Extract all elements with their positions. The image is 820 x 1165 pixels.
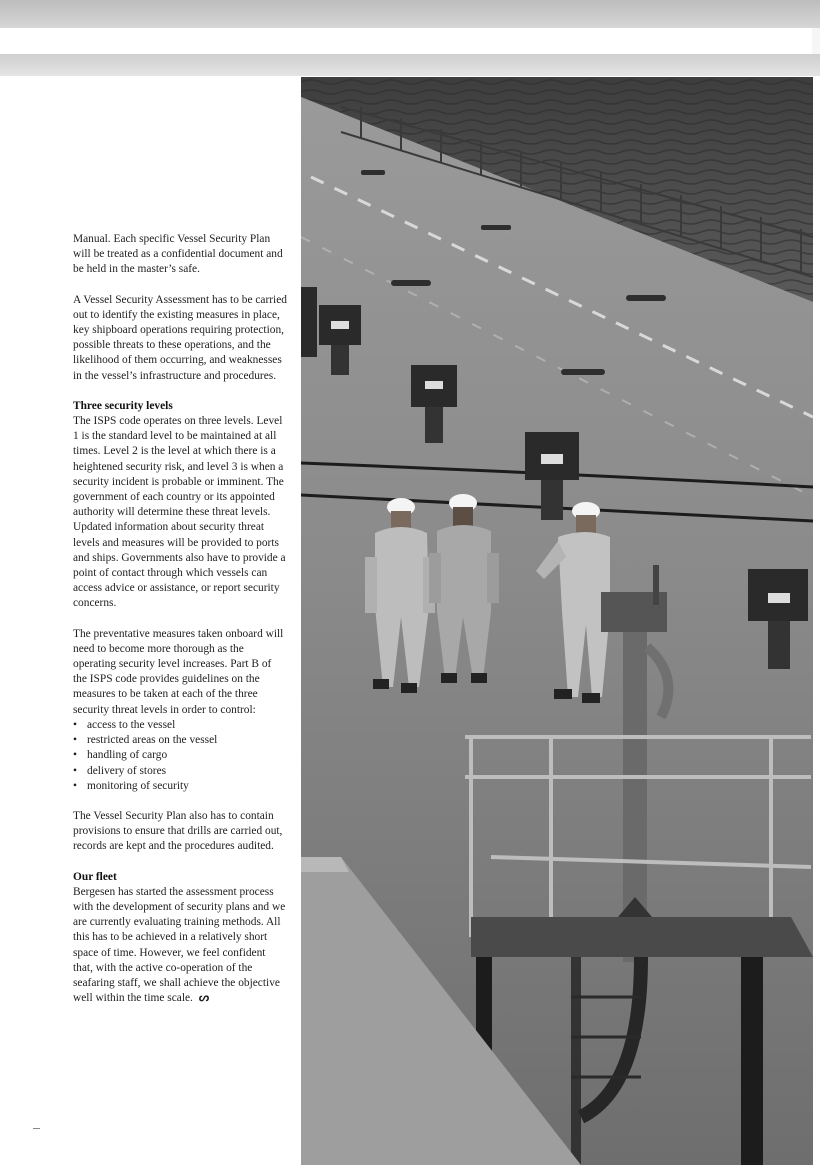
list-item: • restricted areas on the vessel (73, 733, 288, 748)
article-column (73, 232, 288, 1021)
fleet-text: Bergesen has started the assessment process with the development of security plans and we are currently evaluating training methods. All this has to be achieved in a relatively short space of time. However, we feel confident that, with the active co-operation of the seafaring staff, we shall achieve the objective well within the time scale. (73, 885, 286, 1005)
plan-paragraph: The Vessel Security Plan also has to contain provisions to ensure that drills are carried out, records are kept and the procedures audited. (73, 809, 283, 853)
scan-header-band (0, 54, 820, 76)
measures-paragraph: The preventative measures taken onboard will need to become more thorough as the operating security level increases. Part B of the ISPS code provides guidelines on the measures to be taken at each of the three security threat levels in order to control: (73, 627, 284, 716)
end-mark-logo: ᔕ (198, 992, 210, 1005)
deck-photo-illustration (301, 77, 813, 1165)
deck-photo (301, 77, 813, 1165)
levels-heading: Three security levels (73, 399, 173, 412)
fleet-paragraph (73, 885, 288, 1007)
scan-top-band (0, 0, 820, 28)
scan-edge (812, 28, 820, 54)
list-item: • access to the vessel (73, 718, 288, 733)
intro-paragraph: Manual. Each specific Vessel Security Plan will be treated as a confidential document and be held in the master’s safe. (73, 233, 283, 276)
list-item: • handling of cargo (73, 748, 288, 763)
list-item: • monitoring of security (73, 779, 288, 794)
fleet-heading: Our fleet (73, 870, 117, 883)
page-tick (33, 1128, 40, 1129)
assessment-paragraph: A Vessel Security Assessment has to be carried out to identify the existing measures in place, key shipboard operations requiring protection, possible threats to these operations, and the likelihood of them occurring, and weaknesses in the vessel’s infrastructure and procedures. (73, 293, 287, 382)
list-item: • delivery of stores (73, 764, 288, 779)
levels-paragraph: The ISPS code operates on three levels. Level 1 is the standard level to be maintained at all times. Level 2 is the level at which there is a heightened security risk, and level 3 is when a security incident is probable or imminent. The government of each country or its appointed authority will determine these threat levels. Updated information about security threat levels and measures will be provided to ports and ships. Governments also have to provide a point of contact through which vessels can access advice or assistance, or report security concerns. (73, 415, 286, 610)
measures-list (73, 718, 288, 794)
